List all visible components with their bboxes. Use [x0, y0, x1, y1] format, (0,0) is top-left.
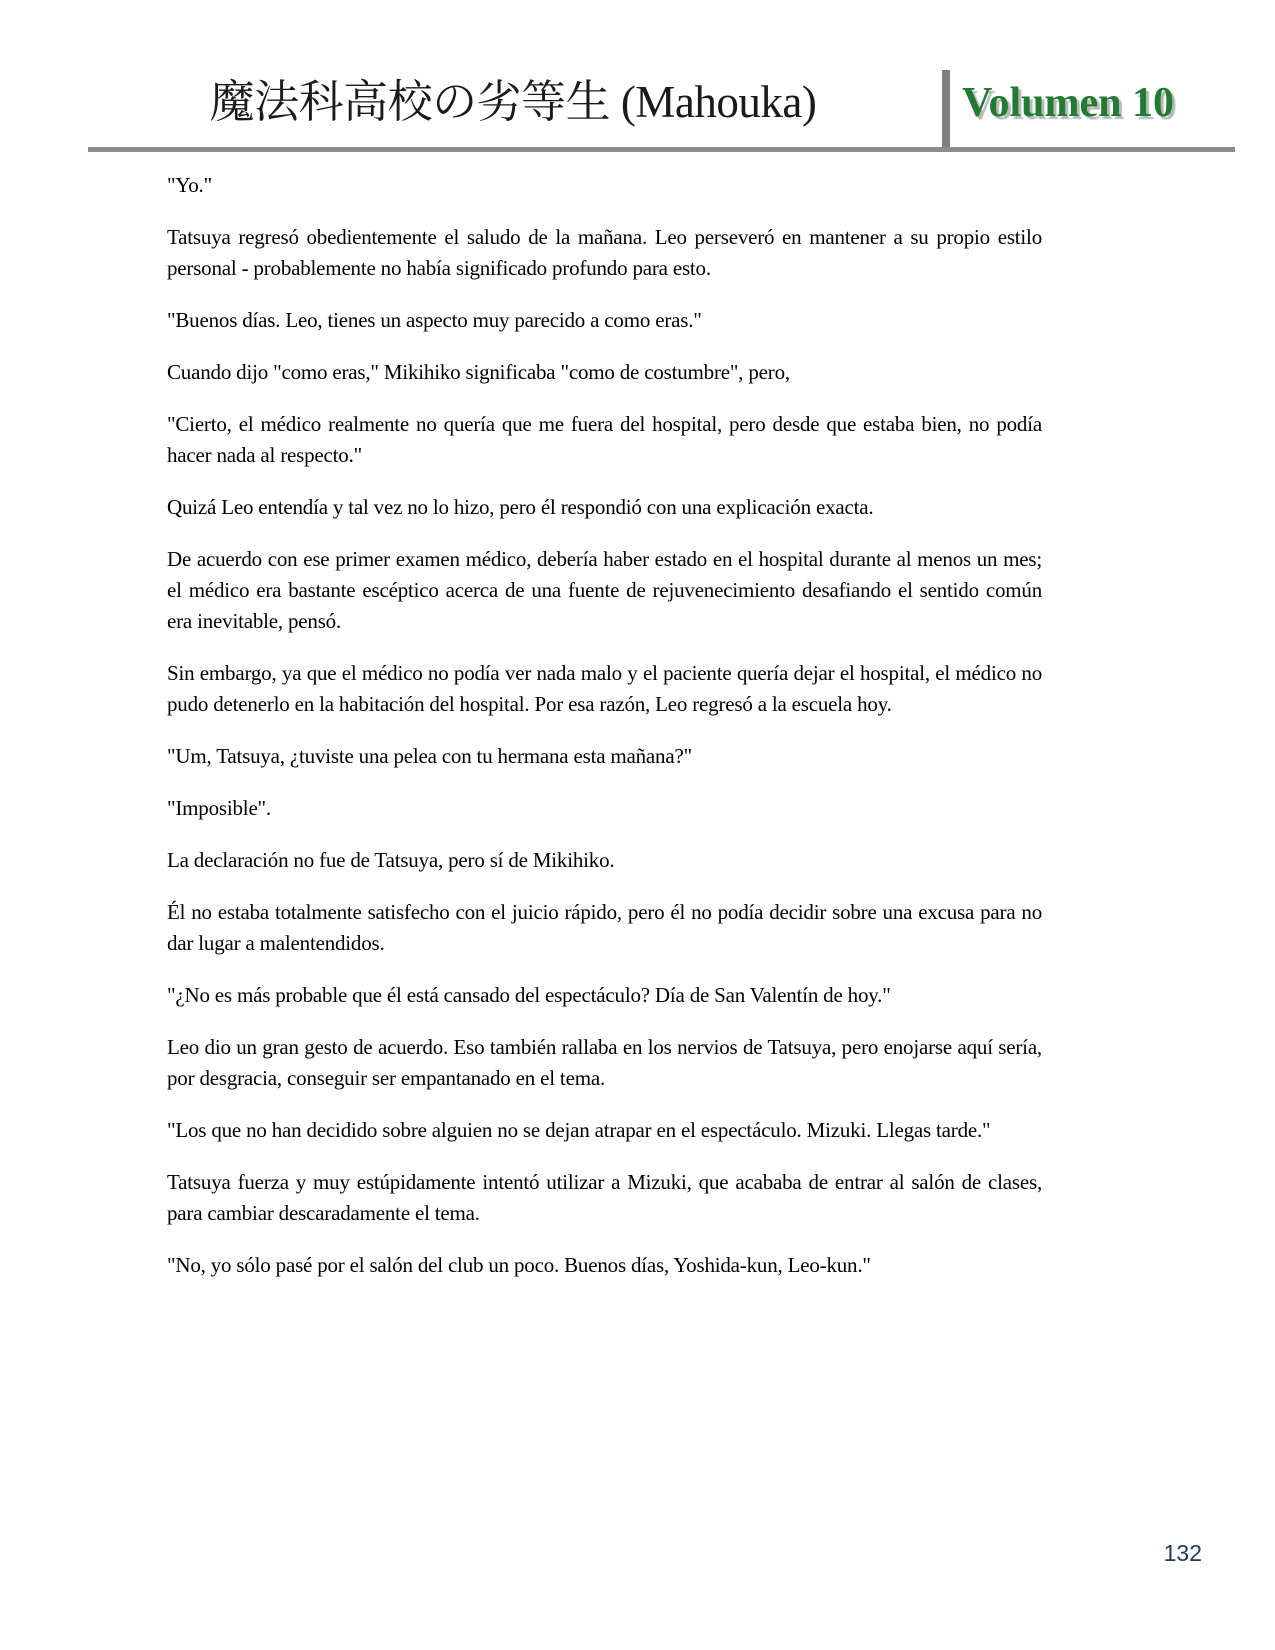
paragraph: La declaración no fue de Tatsuya, pero sí de Mikihiko.: [167, 848, 615, 872]
paragraph: Cuando dijo "como eras," Mikihiko significaba "como de costumbre", pero,: [167, 360, 790, 384]
paragraph: Tatsuya fuerza y muy estúpidamente intentó utilizar a Mizuki, que acababa de entrar al salón de clases, para cambiar descaradamente el tema.: [167, 1170, 1042, 1225]
volume-label: Volumen 10: [962, 80, 1174, 126]
paragraph: "¿No es más probable que él está cansado del espectáculo? Día de San Valentín de hoy.": [167, 983, 891, 1007]
body-text: [167, 170, 1042, 1302]
paragraph: "No, yo sólo pasé por el salón del club un poco. Buenos días, Yoshida-kun, Leo-kun.": [167, 1253, 871, 1277]
paragraph: "Los que no han decidido sobre alguien no se dejan atrapar en el espectáculo. Mizuki. Llegas tarde.": [167, 1118, 991, 1142]
header-vertical-divider: [942, 70, 950, 152]
header-horizontal-rule: [88, 147, 1235, 152]
paragraph: "Cierto, el médico realmente no quería que me fuera del hospital, pero desde que estaba bien, no podía hacer nada al respecto.": [167, 412, 1042, 467]
paragraph: "Um, Tatsuya, ¿tuviste una pelea con tu hermana esta mañana?": [167, 744, 692, 768]
page-number: 132: [1163, 1540, 1202, 1566]
paragraph: Sin embargo, ya que el médico no podía ver nada malo y el paciente quería dejar el hospital, el médico no pudo detenerlo en la habitación del hospital. Por esa razón, Leo regresó a la escuela hoy.: [167, 661, 1042, 716]
paragraph: De acuerdo con ese primer examen médico, debería haber estado en el hospital durante al menos un mes; el médico era bastante escéptico acerca de una fuente de rejuvenecimiento desafiando el sentido común era inevitable, pensó.: [167, 547, 1042, 633]
paragraph: Él no estaba totalmente satisfecho con el juicio rápido, pero él no podía decidir sobre una excusa para no dar lugar a malentendidos.: [167, 900, 1042, 955]
paragraph: Quizá Leo entendía y tal vez no lo hizo, pero él respondió con una explicación exacta.: [167, 495, 874, 519]
paragraph: Leo dio un gran gesto de acuerdo. Eso también rallaba en los nervios de Tatsuya, pero enojarse aquí sería, por desgracia, conseguir ser empantanado en el tema.: [167, 1035, 1042, 1090]
document-title: 魔法科高校の劣等生 (Mahouka): [209, 77, 817, 127]
paragraph: "Buenos días. Leo, tienes un aspecto muy parecido a como eras.": [167, 308, 702, 332]
paragraph: "Yo.": [167, 173, 212, 197]
paragraph: Tatsuya regresó obedientemente el saludo de la mañana. Leo perseveró en mantener a su propio estilo personal - probablemente no había significado profundo para esto.: [167, 225, 1042, 280]
paragraph: "Imposible".: [167, 796, 271, 820]
